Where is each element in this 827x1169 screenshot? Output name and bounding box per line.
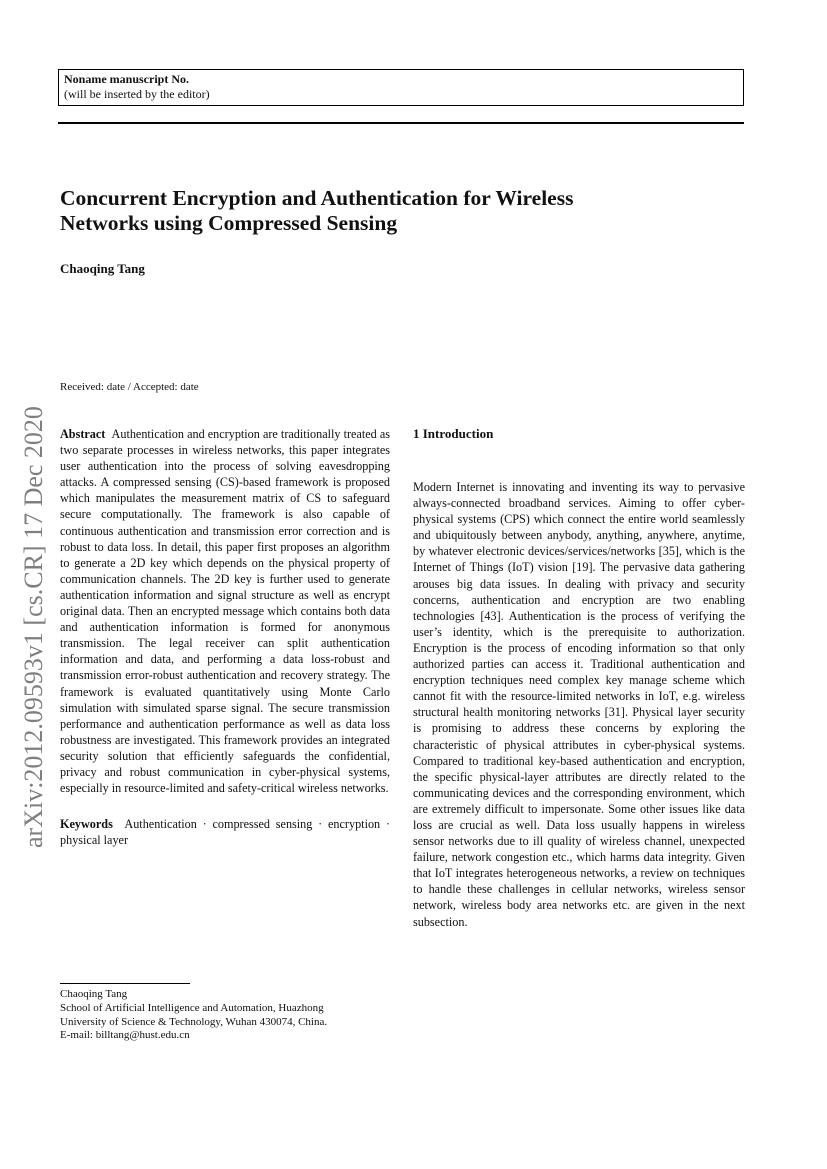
arxiv-stamp: arXiv:2012.09593v1 [cs.CR] 17 Dec 2020 (19, 406, 48, 848)
author-footnote (60, 988, 390, 1043)
section-heading: 1 Introduction (413, 426, 494, 441)
footnote-author: Chaoqing Tang (60, 988, 128, 1000)
abstract-paragraph (60, 426, 390, 796)
title-line-1: Concurrent Encryption and Authentication for Wireless (60, 186, 574, 210)
header-rule (58, 122, 744, 124)
author-name: Chaoqing Tang (60, 261, 145, 276)
introduction-text: Modern Internet is innovating and inventing its way to pervasive always-connected broadband services. Aiming to offer cyber-physical systems (CPS) which connect the entire world seamlessly and ubiquitously between anybody, anything, anywhere, anytime, by whatever electronic devices/services/networks [35], which is the Internet of Things (IoT) vision [19]. The pervasive data gathering arouses big data issues. In dealing with privacy and security concerns, authentication and encryption are two enabling technologies [43]. Authentication is the process of verifying the user’s identity, which is the prerequisite to authorization. Encryption is the process of encoding information so that only authorized parties can access it. Traditional authentication and encryption techniques need complex key manage scheme which cannot fit with the resource-limited networks in IoT, e.g. wireless structural health monitoring networks [31]. Physical layer security is promising to address these concerns by exploring the characteristic of physical attributes in cyber-physical systems. Compared to traditional key-based authentication and encryption, the specific physical-layer attributes are directly related to the communicating devices and the corresponding environment, which are extremely difficult to impersonate. Some other issues like data loss are crucial as well. Data loss usually happens in wireless sensor networks due to ill quality of wireless channel, unexpected failure, network congestion etc., which harms data integrity. Given that IoT integrates heterogeneous networks, a review on techniques to handle these challenges in cellular networks, wireless sensor network, wireless body area networks etc. are given in the next subsection. (413, 480, 745, 929)
keywords-text: Authentication · compressed sensing · encryption · physical layer (60, 817, 390, 848)
title-line-2: Networks using Compressed Sensing (60, 211, 398, 235)
left-column (60, 426, 390, 848)
abstract-label: Abstract (60, 427, 106, 441)
manuscript-number: Noname manuscript No. (64, 72, 189, 86)
footnote-rule (60, 983, 190, 984)
editor-note: (will be inserted by the editor) (64, 87, 210, 101)
received-accepted-date: Received: date / Accepted: date (60, 381, 199, 393)
editor-header-box (58, 69, 744, 106)
footnote-affiliation-1: School of Artificial Intelligence and Automation, Huazhong (60, 1001, 324, 1014)
keywords-paragraph (60, 816, 390, 848)
footnote-affiliation-2: University of Science & Technology, Wuhan 430074, China. (60, 1015, 328, 1028)
footnote-email: E-mail: billtang@hust.edu.cn (60, 1029, 190, 1042)
abstract-text: Authentication and encryption are traditionally treated as two separate processes in wireless networks, this paper integrates user authentication into the process of solving eavesdropping attacks. A compressed sensing (CS)-based framework is proposed which manipulates the measurement matrix of CS to safeguard secure computationally. The framework is also capable of continuous authentication and transmission error correction and is robust to data loss. In detail, this paper first proposes an algorithm to generate a 2D key which depends on the physical property of communication channels. The 2D key is further used to generate authentication information and signal structure as well as encrypt original data. Then an encrypted message which contains both data and authentication information is formed for anonymous transmission. The legal receiver can split authentication information and data, and performing a data loss-robust and transmission error-robust authentication and recovery strategy. The framework is evaluated quantitatively using Monte Carlo simulation with simulated sparse signal. The secure transmission performance and authentication performance as well as data loss robustness are investigated. This framework provides an integrated security solution that efficiently safeguards the confidential, privacy and robust communication in cyber-physical systems, especially in resource-limited and safety-critical wireless networks. (60, 427, 390, 796)
paper-title (60, 186, 740, 236)
keywords-label: Keywords (60, 817, 113, 832)
